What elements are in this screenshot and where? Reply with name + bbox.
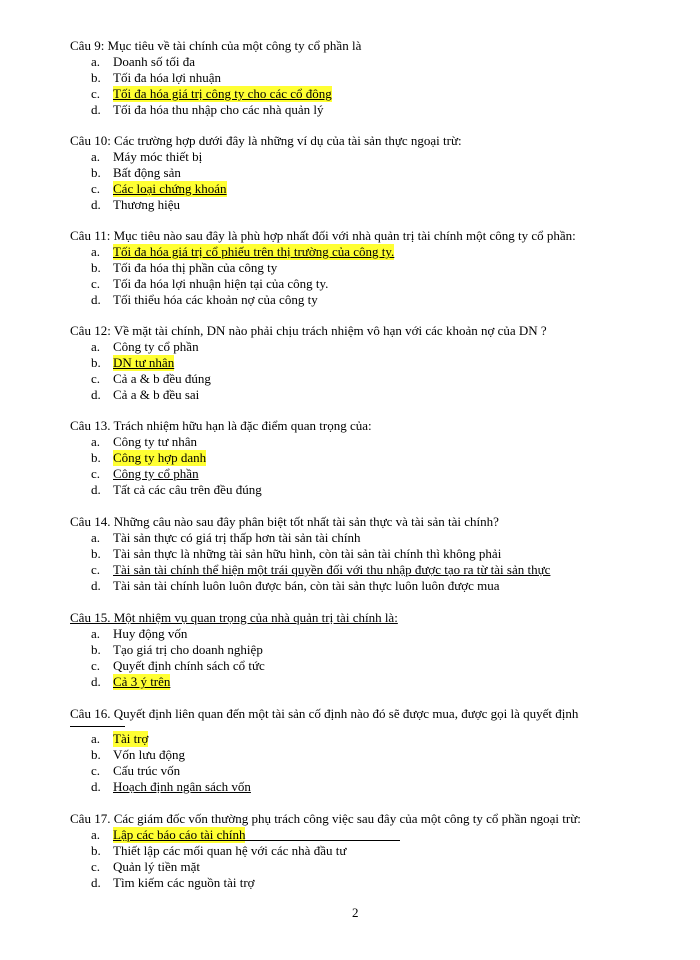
answer-option <box>70 482 630 498</box>
answer-letter: d. <box>91 578 101 593</box>
answer-letter: c. <box>91 763 101 778</box>
answer-text: Tìm kiếm các nguồn tài trợ <box>113 875 255 890</box>
question-14 <box>70 514 630 594</box>
answer-text: Tối thiểu hóa các khoản nợ của công ty <box>113 292 318 307</box>
answer-option <box>70 546 630 562</box>
answer-letter: a. <box>91 827 101 842</box>
answer-option <box>70 244 630 260</box>
answer-list <box>70 149 630 213</box>
answer-option <box>70 530 630 546</box>
page-number: 2 <box>352 905 359 920</box>
answer-text-highlighted: Cả 3 ý trên <box>113 674 171 689</box>
answer-letter: b. <box>91 70 101 85</box>
answer-text: Doanh số tối đa <box>113 54 195 69</box>
answer-letter: c. <box>91 859 101 874</box>
question-text: Câu 15. Một nhiệm vụ quan trọng của nhà quản trị tài chính là: <box>70 610 398 625</box>
answer-letter: d. <box>91 292 101 307</box>
answer-text-highlighted: Tối đa hóa giá trị cổ phiếu trên thị trường của công ty. <box>113 244 395 259</box>
answer-text: Thương hiệu <box>113 197 180 212</box>
answer-text: Tài sản thực có giá trị thấp hơn tài sản tài chính <box>113 530 361 545</box>
document-page <box>70 38 630 907</box>
answer-option <box>70 276 630 292</box>
answer-option <box>70 731 630 747</box>
answer-text: Bất động sản <box>113 165 181 180</box>
answer-text: Tối đa hóa lợi nhuận hiện tại của công ty. <box>113 276 329 291</box>
answer-option <box>70 197 630 213</box>
answer-letter: d. <box>91 674 101 689</box>
answer-option <box>70 562 630 578</box>
answer-text: Tối đa hóa thu nhập cho các nhà quản lý <box>113 102 324 117</box>
answer-letter: c. <box>91 86 101 101</box>
answer-letter: b. <box>91 450 101 465</box>
answer-option <box>70 371 630 387</box>
answer-letter: b. <box>91 546 101 561</box>
answer-text: Tạo giá trị cho doanh nghiệp <box>113 642 263 657</box>
answer-option <box>70 86 630 102</box>
answer-list <box>70 54 630 118</box>
answer-text: Tài sản tài chính thể hiện một trái quyền đối với thu nhập được tạo ra từ tài sản thực <box>113 562 551 577</box>
answer-trailing-line <box>245 827 400 841</box>
answer-option <box>70 626 630 642</box>
answer-list <box>70 626 630 690</box>
answer-text: Công ty tư nhân <box>113 434 197 449</box>
answer-option <box>70 355 630 371</box>
answer-text-highlighted: Công ty hợp danh <box>113 450 207 465</box>
answer-option <box>70 165 630 181</box>
answer-text: Tất cả các câu trên đều đúng <box>113 482 262 497</box>
answer-letter: b. <box>91 355 101 370</box>
answer-text: Tối đa hóa lợi nhuận <box>113 70 221 85</box>
answer-letter: a. <box>91 244 101 259</box>
answer-letter: a. <box>91 149 101 164</box>
answer-option <box>70 387 630 403</box>
question-text: Câu 11: Mục tiêu nào sau đây là phù hợp nhất đối với nhà quản trị tài chính một công ty cổ phần: <box>70 228 576 243</box>
answer-letter: c. <box>91 562 101 577</box>
answer-letter: a. <box>91 530 101 545</box>
answer-text: Công ty cổ phần <box>113 339 199 354</box>
answer-letter: c. <box>91 466 101 481</box>
question-10 <box>70 133 630 213</box>
answer-option <box>70 674 630 690</box>
answer-option <box>70 779 630 795</box>
answer-letter: d. <box>91 387 101 402</box>
answer-option <box>70 859 630 875</box>
answer-letter: b. <box>91 843 101 858</box>
answer-list <box>70 530 630 594</box>
answer-text: Quyết định chính sách cổ tức <box>113 658 265 673</box>
answer-text: Quản lý tiền mặt <box>113 859 201 874</box>
answer-letter: b. <box>91 165 101 180</box>
answer-list <box>70 827 630 891</box>
answer-option <box>70 875 630 891</box>
answer-option <box>70 450 630 466</box>
answer-letter: a. <box>91 434 101 449</box>
answer-text-highlighted: Tài trợ <box>113 731 149 746</box>
answer-option <box>70 658 630 674</box>
answer-text: Cả a & b đều đúng <box>113 371 211 386</box>
question-16 <box>70 706 630 795</box>
answer-text: Công ty cổ phần <box>113 466 199 481</box>
answer-option <box>70 642 630 658</box>
answer-option <box>70 578 630 594</box>
answer-text: Tài sản thực là những tài sản hữu hình, còn tài sản tài chính thì không phải <box>113 546 502 561</box>
question-text: Câu 12: Về mặt tài chính, DN nào phải chịu trách nhiệm vô hạn với các khoản nợ của DN ? <box>70 323 547 338</box>
answer-letter: a. <box>91 339 101 354</box>
answer-letter: a. <box>91 54 101 69</box>
answer-text: Huy động vốn <box>113 626 188 641</box>
question-text: Câu 14. Những câu nào sau đây phân biệt tốt nhất tài sản thực và tài sản tài chính? <box>70 514 499 529</box>
answer-text-highlighted: Các loại chứng khoán <box>113 181 227 196</box>
answer-option <box>70 339 630 355</box>
answer-option <box>70 260 630 276</box>
question-13 <box>70 418 630 498</box>
answer-letter: d. <box>91 197 101 212</box>
answer-option <box>70 827 630 843</box>
answer-option <box>70 292 630 308</box>
question-15 <box>70 610 630 690</box>
answer-list <box>70 244 630 308</box>
question-12 <box>70 323 630 403</box>
answer-letter: d. <box>91 875 101 890</box>
answer-letter: c. <box>91 181 101 196</box>
answer-text: Thiết lập các mối quan hệ với các nhà đầu tư <box>113 843 347 858</box>
answer-list <box>70 434 630 498</box>
answer-text: Cả a & b đều sai <box>113 387 200 402</box>
answer-letter: c. <box>91 371 101 386</box>
answer-letter: b. <box>91 747 101 762</box>
answer-list <box>70 339 630 403</box>
question-text: Câu 13. Trách nhiệm hữu hạn là đặc điểm quan trọng của: <box>70 418 372 433</box>
answer-option <box>70 747 630 763</box>
answer-text: Vốn lưu động <box>113 747 186 762</box>
question-17 <box>70 811 630 891</box>
answer-option <box>70 181 630 197</box>
question-text: Câu 10: Các trường hợp dưới đây là những ví dụ của tài sản thực ngoại trừ: <box>70 133 462 148</box>
answer-text: Máy móc thiết bị <box>113 149 203 164</box>
answer-text: Tối đa hóa thị phần của công ty <box>113 260 278 275</box>
answer-letter: c. <box>91 276 101 291</box>
answer-letter: b. <box>91 260 101 275</box>
answer-text-highlighted: Tối đa hóa giá trị công ty cho các cổ đông <box>113 86 332 101</box>
answer-option <box>70 54 630 70</box>
answer-letter: d. <box>91 779 101 794</box>
answer-option <box>70 149 630 165</box>
answer-letter: d. <box>91 102 101 117</box>
question-11 <box>70 228 630 308</box>
answer-option <box>70 843 630 859</box>
answer-text: Tài sản tài chính luôn luôn được bán, còn tài sản thực luôn luôn được mua <box>113 578 500 593</box>
answer-text-highlighted: Lập các báo cáo tài chính <box>113 827 246 842</box>
answer-list <box>70 731 630 795</box>
question-text: Câu 16. Quyết định liên quan đến một tài sản cố định nào đó sẽ được mua, được gọi là quyết định <box>70 706 579 721</box>
answer-text-highlighted: DN tư nhân <box>113 355 175 370</box>
question-text: Câu 9: Mục tiêu về tài chính của một công ty cổ phần là <box>70 38 362 53</box>
answer-letter: a. <box>91 731 101 746</box>
answer-option <box>70 434 630 450</box>
answer-letter: c. <box>91 658 101 673</box>
answer-text: Hoạch định ngân sách vốn <box>113 779 251 794</box>
answer-letter: b. <box>91 642 101 657</box>
answer-option <box>70 763 630 779</box>
answer-option <box>70 102 630 118</box>
answer-text: Cấu trúc vốn <box>113 763 181 778</box>
answer-option <box>70 466 630 482</box>
answer-letter: d. <box>91 482 101 497</box>
answer-letter: a. <box>91 626 101 641</box>
answer-option <box>70 70 630 86</box>
question-9 <box>70 38 630 118</box>
question-text: Câu 17. Các giám đốc vốn thường phụ trách công việc sau đây của một công ty cổ phần ngoại trừ: <box>70 811 581 826</box>
